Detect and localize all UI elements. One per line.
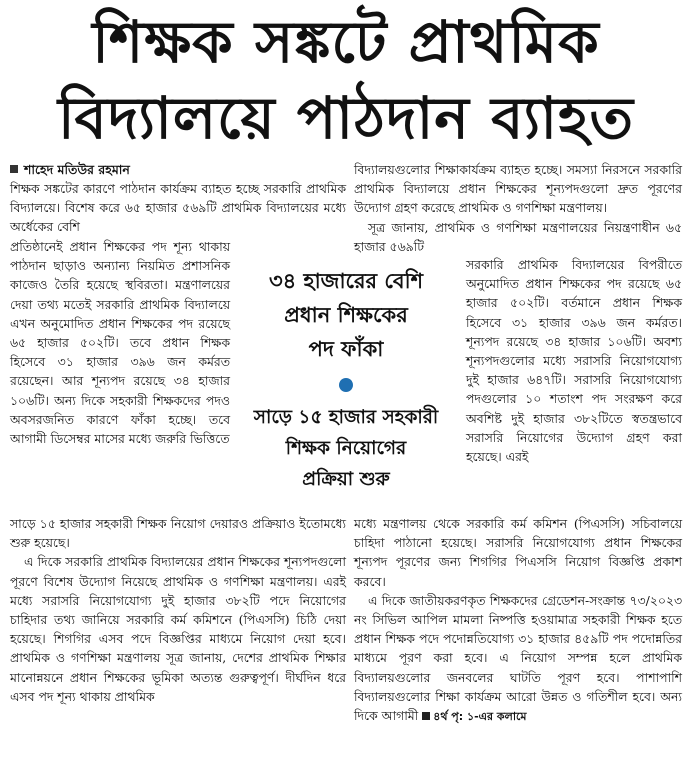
pull-quote-line-4: সাড়ে ১৫ হাজার সহকারী (253, 407, 439, 428)
bullet-square-icon (422, 712, 430, 720)
headline-line-1: শিক্ষক সঙ্কটে প্রাথমিক (92, 8, 600, 76)
pull-quote-line-6: প্রক্রিয়া শুরু (302, 469, 390, 490)
continued-jump-line (422, 710, 526, 723)
left-paragraph-1: শিক্ষক সঙ্কটের কারণে পাঠদান কার্যক্রম ব্যাহত হচ্ছে সরকারি প্রাথমিক বিদ্যালয়ে। বিশেষ করে ৬৫ হাজার ৫৬৯টি প্রাথমিক বিদ্যালয়ের মধ্যে অর্ধেকের বেশি (10, 181, 346, 235)
right-paragraph-4 (354, 591, 682, 726)
right-paragraph-3: মধ্যে মন্ত্রণালয় থেকে সরকারি কর্ম কমিশন (পিএসসি) সচিবালয়ে চাহিদা পাঠানো হয়েছে। সরাসরি নিয়োগযোগ্য প্রধান শিক্ষকের শূন্যপদ পূরণের জন্য শিগগির পিএসসি নিয়োগ বিজ্ঞপ্তি প্রকাশ করবে। (354, 516, 682, 589)
headline-line-2: বিদ্যালয়ে পাঠদান ব্যাহত (57, 84, 635, 152)
right-paragraph-2b: সরকারি প্রাথমিক বিদ্যালয়ের বিপরীতে অনুমোদিত প্রধান শিক্ষকের পদ রয়েছে ৬৫ হাজার ৫০২টি। বর্তমানে প্রধান শিক্ষক হিসেবে ৩১ হাজার ৩৯৬ জন কর্মরত। শূন্যপদ রয়েছে ৩৪ হাজার ১০৬টি। অবশ্য শূন্যপদগুলোর মধ্যে সরাসরি নিয়োগযোগ্য দুই হাজার ৬৪৭টি। সরাসরি নিয়োগযোগ্য পদগুলোর ১০ শতাংশ পদ সংরক্ষণ করে অবশিষ্ট দুই হাজার ৩৮২টিতে স্বতন্ত্রভাবে সরাসরি নিয়োগের উদ্যোগ গ্রহণ করা হয়েছে। এরই (466, 257, 682, 465)
pull-quote-bottom (240, 402, 452, 495)
right-paragraph-1: বিদ্যালয়গুলোর শিক্ষাকার্যক্রম ব্যাহত হচ্ছে। সমস্যা নিরসনে সরকারি প্রাথমিক বিদ্যালয়ে প্রধান শিক্ষকের শূন্যপদগুলো দ্রুত পূরণের উদ্যোগ গ্রহণ করেছে প্রাথমিক ও গণশিক্ষা মন্ত্রণালয়। (354, 162, 682, 216)
right-column-bottom (354, 514, 682, 726)
byline-author: শাহেদ মতিউর রহমান (24, 162, 130, 177)
pull-quote-top (240, 258, 452, 366)
right-column-narrow (466, 255, 682, 466)
right-paragraph-4-text: এ দিকে জাতীয়করণকৃত শিক্ষকদের গ্রেডেশন-সংক্রান্ত ৭৩/২০২৩ নং সিভিল আপিল মামলা নিষ্পত্তি হওয়ামাত্র সহকারী শিক্ষক হতে প্রধান শিক্ষক পদে পদোন্নতিযোগ্য ৩১ হাজার ৪৫৯টি পদ পদোন্নতির মাধ্যমে পূরণ করা হবে। এ নিয়োগ সম্পন্ন হলে প্রাথমিক বিদ্যালয়গুলোর জনবলের ঘাটতি পূরণ হবে। পাশাপাশি বিদ্যালয়গুলোর শিক্ষা কার্যক্রম আরো উন্নত ও গতিশীল হবে। অন্য দিকে আগামী (354, 592, 682, 724)
pull-quote-line-3: পদ ফাঁকা (308, 337, 384, 361)
blue-dot-separator (339, 378, 353, 392)
left-paragraph-2: প্রতিষ্ঠানেই প্রধান শিক্ষকের পদ শূন্য থাকায় পাঠদান ছাড়াও অন্যান্য নিয়মিত প্রশাসনিক কাজেও তৈরি হয়েছে স্থবিরতা। মন্ত্রণালয়ের দেয়া তথ্য মতেই সরকারি প্রাথমিক বিদ্যালয়ে এখন অনুমোদিত প্রধান শিক্ষকের পদ রয়েছে ৬৫ হাজার ৫০২টি। তবে প্রধান শিক্ষক হিসেবে ৩১ হাজার ৩৯৬ জন কর্মরত রয়েছেন। আর শূন্যপদ রয়েছে ৩৪ হাজার ১০৬টি। অন্য দিকে সহকারী শিক্ষকদের পদও অবসরজনিত কারণে ফাঁকা হচ্ছে। তবে আগামী ডিসেম্বর মাসের মধ্যে জরুরি ভিত্তিতে (10, 239, 230, 447)
right-column-top (354, 160, 682, 256)
left-paragraph-4: এ দিকে সরকারি প্রাথমিক বিদ্যালয়ের প্রধান শিক্ষকের শূন্যপদগুলো পূরণে বিশেষ উদ্যোগ নিয়েছে প্রাথমিক ও গণশিক্ষা মন্ত্রণালয়। এরই মধ্যে সরাসরি নিয়োগযোগ্য দুই হাজার ৩৮২টি পদে নিয়োগের চাহিদার তথ্য জানিয়ে সরকারি কর্ম কমিশনে (পিএসসি) চিঠি দেয়া হয়েছে। শিগগির এসব পদে বিজ্ঞপ্তির মাধ্যমে নিয়োগ দেয়া হবে। প্রাথমিক ও গণশিক্ষা মন্ত্রণালয় সূত্র জানায়, দেশের প্রাথমিক শিক্ষার মানোন্নয়নে প্রধান শিক্ষকের ভূমিকা অত্যন্ত গুরুত্বপূর্ণ। দীর্ঘদিন ধরে এসব পদ শূন্য থাকায় প্রাথমিক (10, 554, 346, 704)
continued-jump-text: ৪র্থ পৃ: ১-এর কলামে (433, 710, 527, 724)
bullet-square-icon (10, 165, 18, 173)
pull-quote-line-2: প্রধান শিক্ষকের (284, 303, 408, 327)
left-paragraph-3: সাড়ে ১৫ হাজার সহকারী শিক্ষক নিয়োগ দেয়ারও প্রক্রিয়াও ইতোমধ্যে শুরু হয়েছে। (10, 516, 346, 551)
right-paragraph-2a: সূত্র জানায়, প্রাথমিক ও গণশিক্ষা মন্ত্রণালয়ের নিয়ন্ত্রণাধীন ৬৫ হাজার ৫৬৯টি (354, 219, 682, 254)
headline (0, 4, 692, 156)
left-column-top (10, 160, 346, 237)
pull-quote-line-1: ৩৪ হাজারের বেশি (268, 269, 424, 293)
pull-quote-line-5: শিক্ষক নিয়োগের (285, 438, 407, 459)
left-column-bottom (10, 514, 346, 706)
left-column-narrow (10, 237, 230, 448)
pull-quote (240, 258, 452, 490)
byline (10, 160, 346, 179)
